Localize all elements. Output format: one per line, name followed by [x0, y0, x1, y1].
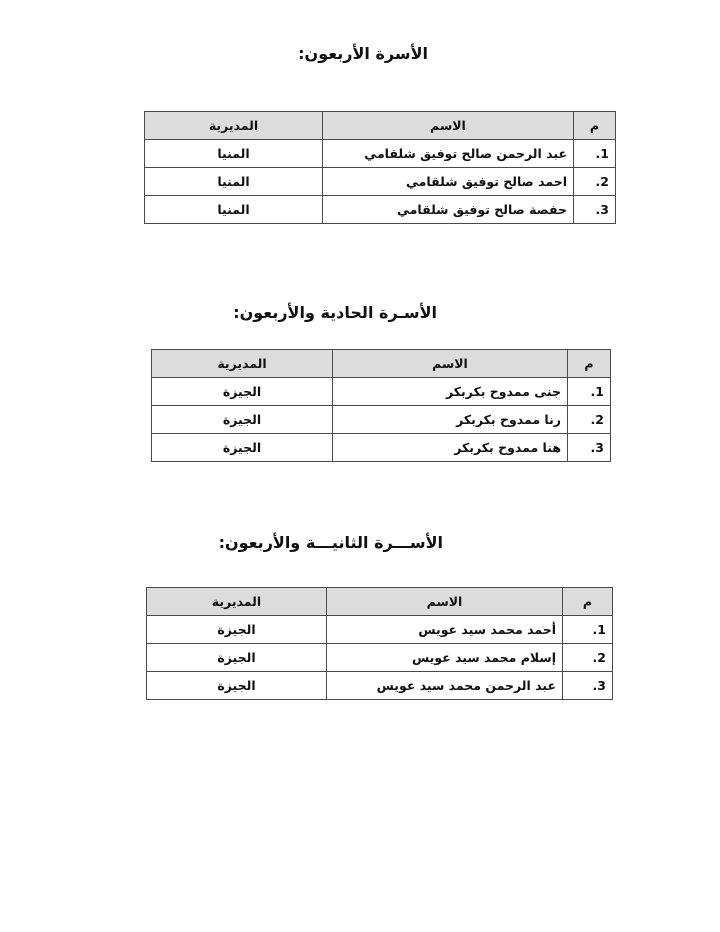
row-governorate: الجيزة: [147, 644, 327, 672]
table-header-row: [145, 112, 616, 140]
family-41-table: [151, 349, 611, 462]
row-governorate: المنيا: [145, 168, 323, 196]
row-name: احمد صالح توفيق شلقامي: [323, 168, 574, 196]
table-header-row: [152, 350, 611, 378]
row-num: 2.: [574, 168, 616, 196]
header-num: م: [563, 588, 613, 616]
header-governorate: المديرية: [152, 350, 333, 378]
row-name: أحمد محمد سيد عويس: [327, 616, 563, 644]
row-name: جنى ممدوح بكربكر: [333, 378, 568, 406]
row-num: 1.: [563, 616, 613, 644]
family-41-title: الأسـرة الحادية والأربعون:: [233, 303, 437, 322]
family-40-table: [144, 111, 616, 224]
header-governorate: المديرية: [147, 588, 327, 616]
row-num: 3.: [574, 196, 616, 224]
table-header-row: [147, 588, 613, 616]
row-governorate: الجيزة: [152, 406, 333, 434]
row-governorate: الجيزة: [152, 434, 333, 462]
table-row: [145, 196, 616, 224]
row-name: إسلام محمد سيد عويس: [327, 644, 563, 672]
row-governorate: المنيا: [145, 140, 323, 168]
header-num: م: [574, 112, 616, 140]
row-name: رنا ممدوح بكربكر: [333, 406, 568, 434]
table-row: [147, 672, 613, 700]
row-num: 2.: [563, 644, 613, 672]
table-row: [145, 168, 616, 196]
header-name: الاسم: [327, 588, 563, 616]
row-num: 3.: [568, 434, 611, 462]
row-name: حفصة صالح توفيق شلقامي: [323, 196, 574, 224]
table-row: [147, 644, 613, 672]
row-name: عبد الرحمن صالح توفيق شلقامي: [323, 140, 574, 168]
row-num: 2.: [568, 406, 611, 434]
row-governorate: الجيزة: [152, 378, 333, 406]
family-40-title: الأسرة الأربعون:: [298, 44, 428, 63]
header-num: م: [568, 350, 611, 378]
table-row: [145, 140, 616, 168]
row-num: 3.: [563, 672, 613, 700]
row-num: 1.: [568, 378, 611, 406]
row-num: 1.: [574, 140, 616, 168]
row-name: عبد الرحمن محمد سيد عويس: [327, 672, 563, 700]
row-governorate: المنيا: [145, 196, 323, 224]
row-name: هنا ممدوح بكربكر: [333, 434, 568, 462]
table-row: [152, 378, 611, 406]
header-name: الاسم: [333, 350, 568, 378]
table-row: [152, 434, 611, 462]
header-governorate: المديرية: [145, 112, 323, 140]
table-row: [152, 406, 611, 434]
family-42-title: الأســـرة الثانيـــة والأربعون:: [218, 533, 443, 552]
table-row: [147, 616, 613, 644]
row-governorate: الجيزة: [147, 672, 327, 700]
family-42-table: [146, 587, 613, 700]
header-name: الاسم: [323, 112, 574, 140]
row-governorate: الجيزة: [147, 616, 327, 644]
